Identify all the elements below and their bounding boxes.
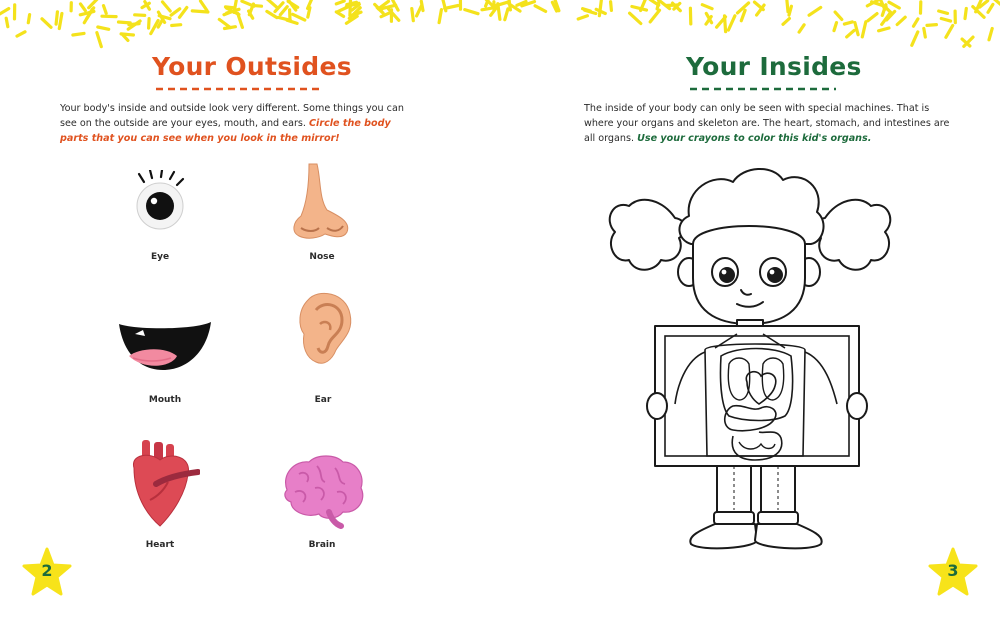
body-part-eye[interactable]: [90, 170, 230, 262]
title-underline: [154, 87, 324, 91]
intro-paragraph: [60, 101, 420, 146]
page-number-star: [22, 547, 72, 597]
page-number-star: [928, 547, 978, 597]
body-part-nose[interactable]: [252, 162, 392, 262]
instruction-text: Circle the body parts that you can see when you look in the mirror!: [60, 118, 391, 144]
page-title-insides: Your Insides: [686, 52, 862, 81]
item-label: Heart: [145, 540, 175, 550]
instruction-text: Use your crayons to color this kid's organs.: [637, 133, 872, 144]
item-label: Nose: [309, 252, 335, 262]
body-part-mouth[interactable]: [95, 318, 235, 405]
page-title-outsides: Your Outsides: [152, 52, 352, 81]
girl-holding-xray-icon[interactable]: [605, 160, 895, 572]
body-part-ear[interactable]: [253, 290, 393, 405]
mouth-icon: [115, 318, 215, 372]
nose-icon: [287, 162, 357, 242]
intro-text: Your body's inside and outside look very different. Some things you can see on the outside are your eyes, mouth, and ears.: [60, 103, 404, 129]
item-label: Ear: [314, 395, 332, 405]
right-page: [500, 0, 1000, 625]
ear-icon: [288, 290, 358, 366]
item-label: Mouth: [148, 395, 182, 405]
item-label: Brain: [308, 540, 336, 550]
page-number: 2: [41, 561, 53, 580]
title-underline: [688, 87, 838, 91]
body-part-heart[interactable]: [90, 438, 230, 550]
body-part-brain[interactable]: [252, 452, 392, 550]
intro-text: The inside of your body can only be seen with special machines. That is where your organs and skeleton are. The heart, stomach, and intestines are all organs.: [584, 103, 950, 144]
heart-organ-icon: [120, 438, 200, 530]
intro-paragraph: [584, 101, 954, 146]
item-label: Eye: [150, 252, 170, 262]
brain-icon: [277, 452, 367, 532]
eye-icon: [130, 170, 190, 232]
page-number: 3: [947, 561, 959, 580]
